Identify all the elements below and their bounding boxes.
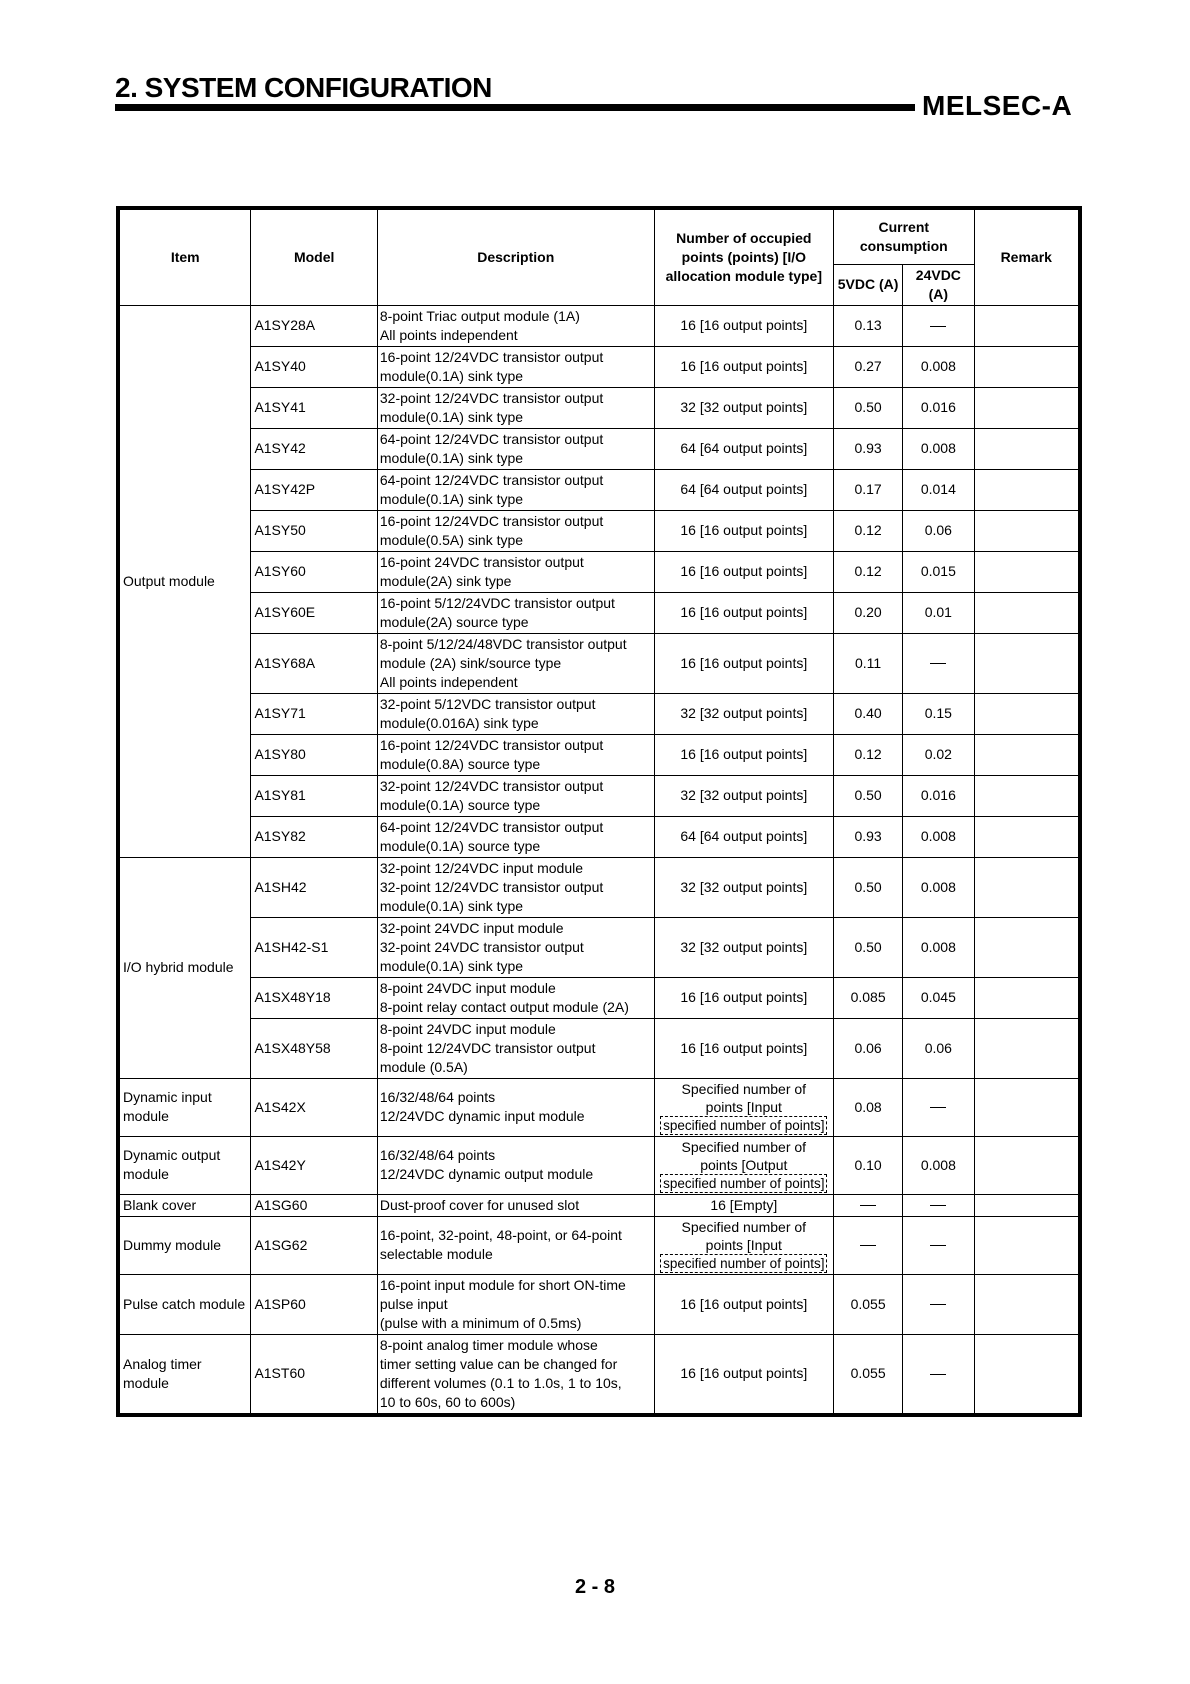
remark-cell [974, 592, 1080, 633]
description-cell [377, 1078, 654, 1136]
description-line: module(0.5A) sink type [379, 531, 524, 548]
table-row [118, 510, 1080, 551]
current-5vdc-cell: 0.50 [834, 387, 903, 428]
points-line: Specified number of [681, 1080, 807, 1097]
current-24vdc-cell: 0.014 [903, 469, 974, 510]
remark-cell [974, 977, 1080, 1018]
description-line: 8-point analog timer module whose [379, 1336, 598, 1353]
current-24vdc-cell [903, 1334, 974, 1415]
description-line: 8-point 12/24VDC transistor output [379, 1039, 596, 1056]
description-line: 32-point 5/12VDC transistor output [379, 695, 596, 712]
current-5vdc-cell: 0.12 [834, 734, 903, 775]
points-box: specified number of points] [660, 1116, 827, 1135]
description-cell [377, 510, 654, 551]
description-cell [377, 857, 654, 917]
points-wrap [658, 1080, 830, 1135]
header-remark: Remark [974, 208, 1080, 305]
remark-cell [974, 734, 1080, 775]
table-row [118, 734, 1080, 775]
remark-cell [974, 693, 1080, 734]
dash-mark [930, 1205, 946, 1206]
table-row [118, 551, 1080, 592]
description-line: 8-point 24VDC input module [379, 979, 556, 996]
description-line: 12/24VDC dynamic output module [379, 1166, 594, 1182]
points-cell: 16 [16 output points] [654, 977, 833, 1018]
description-line: 8-point 24VDC input module [379, 1020, 556, 1037]
points-cell: 16 [16 output points] [654, 734, 833, 775]
model-cell: A1SY60 [251, 551, 377, 592]
points-wrap [658, 1138, 830, 1193]
description-cell [377, 977, 654, 1018]
description-line: 12/24VDC dynamic input module [379, 1108, 585, 1124]
description-line: 16-point 5/12/24VDC transistor output [379, 594, 615, 611]
table-row [118, 977, 1080, 1018]
description-line: module(2A) sink type [379, 572, 512, 589]
description-line: 16/32/48/64 points [379, 1147, 496, 1163]
table-body [118, 305, 1080, 1415]
current-24vdc-cell: 0.01 [903, 592, 974, 633]
model-cell: A1SG60 [251, 1194, 377, 1216]
current-5vdc-cell: 0.17 [834, 469, 903, 510]
dash-mark [930, 1107, 946, 1108]
description-cell [377, 469, 654, 510]
description-cell [377, 1334, 654, 1415]
current-24vdc-cell: 0.06 [903, 1018, 974, 1078]
model-cell: A1SY50 [251, 510, 377, 551]
description-cell [377, 693, 654, 734]
table-row [118, 1136, 1080, 1194]
current-24vdc-cell: 0.008 [903, 1136, 974, 1194]
points-boxed-line [658, 1254, 830, 1273]
model-cell: A1SG62 [251, 1216, 377, 1274]
points-cell [654, 1216, 833, 1274]
table-row [118, 428, 1080, 469]
description-cell [377, 1274, 654, 1334]
table-row [118, 1334, 1080, 1415]
header-model: Model [251, 208, 377, 305]
remark-cell [974, 1216, 1080, 1274]
header-points: Number of occupied points (points) [I/O allocation module type] [654, 208, 833, 305]
model-cell: A1S42X [251, 1078, 377, 1136]
description-cell [377, 551, 654, 592]
description-line: 64-point 12/24VDC transistor output [379, 818, 604, 835]
remark-cell [974, 305, 1080, 346]
remark-cell [974, 428, 1080, 469]
description-cell [377, 346, 654, 387]
current-5vdc-cell: 0.27 [834, 346, 903, 387]
points-line: Specified number of [681, 1138, 807, 1155]
model-cell: A1SX48Y18 [251, 977, 377, 1018]
table-row [118, 917, 1080, 977]
description-cell [377, 428, 654, 469]
dash-mark [860, 1205, 876, 1206]
points-cell: 32 [32 output points] [654, 693, 833, 734]
description-line: 16/32/48/64 points [379, 1089, 496, 1105]
points-box: specified number of points] [660, 1254, 827, 1273]
table-row [118, 775, 1080, 816]
current-5vdc-cell: 0.085 [834, 977, 903, 1018]
description-line: module(2A) source type [379, 613, 529, 630]
current-24vdc-cell: 0.008 [903, 857, 974, 917]
remark-cell [974, 1078, 1080, 1136]
current-5vdc-cell: 0.10 [834, 1136, 903, 1194]
description-line: 16-point input module for short ON-time [379, 1276, 626, 1293]
current-24vdc-cell: 0.008 [903, 917, 974, 977]
description-line: module(0.1A) sink type [379, 367, 524, 384]
table-row [118, 693, 1080, 734]
item-cell: Output module [118, 305, 251, 857]
points-cell: 16 [16 output points] [654, 1274, 833, 1334]
current-5vdc-cell: 0.50 [834, 857, 903, 917]
model-cell: A1SY71 [251, 693, 377, 734]
table-row [118, 592, 1080, 633]
current-5vdc-cell: 0.12 [834, 510, 903, 551]
dash-mark [930, 663, 946, 664]
description-line: 8-point relay contact output module (2A) [379, 998, 629, 1015]
current-24vdc-cell: 0.016 [903, 775, 974, 816]
current-5vdc-cell: 0.50 [834, 775, 903, 816]
description-line: module(0.016A) sink type [379, 714, 539, 731]
dash-mark [930, 1374, 946, 1375]
table-row [118, 469, 1080, 510]
points-cell: 16 [16 output points] [654, 633, 833, 693]
remark-cell [974, 816, 1080, 857]
dash-mark [860, 1245, 876, 1246]
item-cell: Pulse catch module [118, 1274, 251, 1334]
description-line: 16-point 24VDC transistor output [379, 553, 584, 570]
current-5vdc-cell: 0.20 [834, 592, 903, 633]
points-line: points [Input [705, 1236, 782, 1253]
model-cell: A1S42Y [251, 1136, 377, 1194]
current-24vdc-cell: 0.016 [903, 387, 974, 428]
points-line: points [Output [700, 1156, 788, 1173]
points-cell: 16 [16 output points] [654, 305, 833, 346]
description-line: 64-point 12/24VDC transistor output [379, 471, 604, 488]
points-cell: 16 [16 output points] [654, 551, 833, 592]
model-cell: A1ST60 [251, 1334, 377, 1415]
points-cell: 32 [32 output points] [654, 387, 833, 428]
brand-name: MELSEC-A [922, 90, 1073, 121]
page-number: 2 - 8 [574, 1576, 616, 1598]
current-5vdc-cell: 0.06 [834, 1018, 903, 1078]
model-cell: A1SY82 [251, 816, 377, 857]
model-cell: A1SX48Y58 [251, 1018, 377, 1078]
points-cell [654, 1136, 833, 1194]
current-24vdc-cell: 0.045 [903, 977, 974, 1018]
points-cell: 32 [32 output points] [654, 775, 833, 816]
table-row [118, 346, 1080, 387]
description-cell [377, 734, 654, 775]
description-cell [377, 1194, 654, 1216]
remark-cell [974, 917, 1080, 977]
remark-cell [974, 1274, 1080, 1334]
remark-cell [974, 1018, 1080, 1078]
description-line: 32-point 24VDC transistor output [379, 938, 584, 955]
table-row [118, 816, 1080, 857]
points-cell: 16 [16 output points] [654, 592, 833, 633]
item-cell: Dummy module [118, 1216, 251, 1274]
current-5vdc-cell: 0.40 [834, 693, 903, 734]
description-line: 32-point 12/24VDC transistor output [379, 777, 604, 794]
description-line: module(0.1A) sink type [379, 897, 524, 914]
table-row [118, 305, 1080, 346]
description-line: All points independent [379, 326, 518, 343]
description-cell [377, 633, 654, 693]
header-current: Current consumption [834, 208, 975, 264]
current-5vdc-cell: 0.93 [834, 428, 903, 469]
points-cell: 64 [64 output points] [654, 816, 833, 857]
points-cell: 16 [16 output points] [654, 510, 833, 551]
description-line: different volumes (0.1 to 1.0s, 1 to 10s, [379, 1374, 622, 1391]
header-rule [115, 104, 915, 111]
table-row [118, 1274, 1080, 1334]
description-cell [377, 387, 654, 428]
description-line: 32-point 12/24VDC input module [379, 859, 584, 876]
item-cell: Blank cover [118, 1194, 251, 1216]
description-cell [377, 775, 654, 816]
points-boxed-line [658, 1174, 830, 1193]
header-description: Description [377, 208, 654, 305]
remark-cell [974, 387, 1080, 428]
remark-cell [974, 775, 1080, 816]
current-5vdc-cell: 0.11 [834, 633, 903, 693]
current-24vdc-cell: 0.15 [903, 693, 974, 734]
current-5vdc-cell: 0.055 [834, 1274, 903, 1334]
points-line: points [Input [705, 1098, 782, 1115]
current-24vdc-cell: 0.008 [903, 346, 974, 387]
item-cell: Analog timer module [118, 1334, 251, 1415]
header-5vdc: 5VDC (A) [834, 264, 903, 305]
remark-cell [974, 551, 1080, 592]
model-cell: A1SY68A [251, 633, 377, 693]
section-title: 2. SYSTEM CONFIGURATION [115, 72, 492, 103]
current-24vdc-cell: 0.015 [903, 551, 974, 592]
description-line: module (0.5A) [379, 1058, 468, 1075]
description-line: 16-point 12/24VDC transistor output [379, 512, 604, 529]
description-line: module(0.1A) sink type [379, 957, 524, 974]
remark-cell [974, 346, 1080, 387]
table-row [118, 1216, 1080, 1274]
item-cell: Dynamic output module [118, 1136, 251, 1194]
points-cell: 32 [32 output points] [654, 917, 833, 977]
points-cell [654, 1078, 833, 1136]
description-line: Dust-proof cover for unused slot [379, 1196, 580, 1213]
dash-mark [930, 1245, 946, 1246]
current-24vdc-cell: 0.06 [903, 510, 974, 551]
remark-cell [974, 510, 1080, 551]
description-cell [377, 917, 654, 977]
description-cell [377, 1216, 654, 1274]
points-cell: 16 [16 output points] [654, 346, 833, 387]
remark-cell [974, 1334, 1080, 1415]
model-cell: A1SY42P [251, 469, 377, 510]
points-boxed-line [658, 1116, 830, 1135]
current-5vdc-cell [834, 1194, 903, 1216]
description-line: 8-point Triac output module (1A) [379, 307, 580, 324]
remark-cell [974, 469, 1080, 510]
item-cell: Dynamic input module [118, 1078, 251, 1136]
description-line: 32-point 12/24VDC transistor output [379, 389, 604, 406]
remark-cell [974, 1194, 1080, 1216]
description-line: 16-point 12/24VDC transistor output [379, 348, 604, 365]
current-24vdc-cell: 0.008 [903, 428, 974, 469]
description-line: module(0.1A) source type [379, 837, 541, 854]
current-24vdc-cell: 0.02 [903, 734, 974, 775]
description-line: timer setting value can be changed for [379, 1355, 618, 1372]
current-24vdc-cell [903, 305, 974, 346]
points-cell: 64 [64 output points] [654, 469, 833, 510]
item-cell: I/O hybrid module [118, 857, 251, 1078]
current-5vdc-cell: 0.12 [834, 551, 903, 592]
model-cell: A1SH42-S1 [251, 917, 377, 977]
current-24vdc-cell [903, 1216, 974, 1274]
table-row [118, 1194, 1080, 1216]
model-cell: A1SY81 [251, 775, 377, 816]
description-line: module(0.1A) sink type [379, 408, 524, 425]
table-row [118, 1018, 1080, 1078]
description-line: 8-point 5/12/24/48VDC transistor output [379, 635, 627, 652]
points-cell: 64 [64 output points] [654, 428, 833, 469]
current-5vdc-cell: 0.93 [834, 816, 903, 857]
description-line: selectable module [379, 1246, 493, 1262]
model-cell: A1SY42 [251, 428, 377, 469]
current-5vdc-cell [834, 1216, 903, 1274]
module-table [116, 206, 1082, 1417]
description-line: (pulse with a minimum of 0.5ms) [379, 1314, 582, 1331]
description-line: module (2A) sink/source type [379, 654, 562, 671]
current-5vdc-cell: 0.08 [834, 1078, 903, 1136]
current-5vdc-cell: 0.50 [834, 917, 903, 977]
header-item: Item [118, 208, 251, 305]
table-row [118, 387, 1080, 428]
points-cell: 32 [32 output points] [654, 857, 833, 917]
description-line: 16-point, 32-point, 48-point, or 64-point [379, 1227, 622, 1243]
current-24vdc-cell: 0.008 [903, 816, 974, 857]
points-cell: 16 [16 output points] [654, 1334, 833, 1415]
remark-cell [974, 1136, 1080, 1194]
description-cell [377, 1018, 654, 1078]
description-cell [377, 816, 654, 857]
description-cell [377, 305, 654, 346]
points-wrap [658, 1218, 830, 1273]
description-line: module(0.8A) source type [379, 755, 541, 772]
description-line: 64-point 12/24VDC transistor output [379, 430, 604, 447]
model-cell: A1SY80 [251, 734, 377, 775]
current-24vdc-cell [903, 1078, 974, 1136]
current-5vdc-cell: 0.13 [834, 305, 903, 346]
model-cell: A1SH42 [251, 857, 377, 917]
current-5vdc-cell: 0.055 [834, 1334, 903, 1415]
dash-mark [930, 1304, 946, 1305]
description-cell [377, 592, 654, 633]
table-row [118, 857, 1080, 917]
model-cell: A1SY60E [251, 592, 377, 633]
description-cell [377, 1136, 654, 1194]
description-line: All points independent [379, 673, 518, 690]
points-box: specified number of points] [660, 1174, 827, 1193]
model-cell: A1SP60 [251, 1274, 377, 1334]
description-line: pulse input [379, 1295, 448, 1312]
points-cell: 16 [16 output points] [654, 1018, 833, 1078]
points-line: Specified number of [681, 1218, 807, 1235]
model-cell: A1SY41 [251, 387, 377, 428]
current-24vdc-cell [903, 1194, 974, 1216]
description-line: module(0.1A) sink type [379, 449, 524, 466]
points-cell: 16 [Empty] [654, 1194, 833, 1216]
description-line: module(0.1A) source type [379, 796, 541, 813]
description-line: module(0.1A) sink type [379, 490, 524, 507]
description-line: 16-point 12/24VDC transistor output [379, 736, 604, 753]
remark-cell [974, 857, 1080, 917]
remark-cell [974, 633, 1080, 693]
model-cell: A1SY40 [251, 346, 377, 387]
current-24vdc-cell [903, 1274, 974, 1334]
description-line: 32-point 24VDC input module [379, 919, 564, 936]
current-24vdc-cell [903, 633, 974, 693]
model-cell: A1SY28A [251, 305, 377, 346]
table-row [118, 633, 1080, 693]
dash-mark [930, 326, 946, 327]
description-line: 32-point 12/24VDC transistor output [379, 878, 604, 895]
table-row [118, 1078, 1080, 1136]
description-line: 10 to 60s, 60 to 600s) [379, 1393, 516, 1410]
header-24vdc: 24VDC (A) [903, 264, 974, 305]
